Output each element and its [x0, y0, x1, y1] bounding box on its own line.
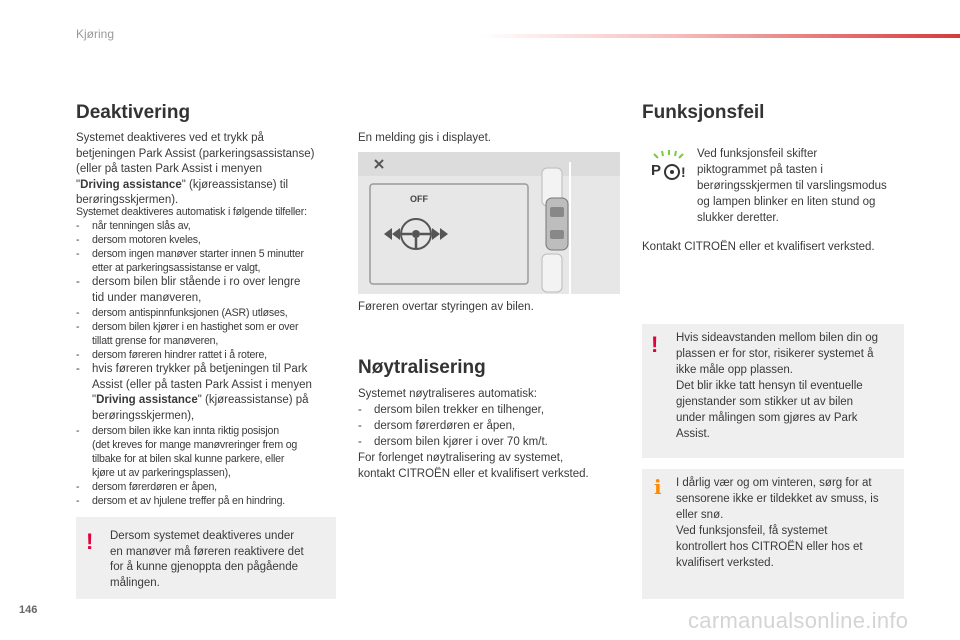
warning-line: Det blir ikke tatt hensyn til eventuelle: [676, 380, 863, 392]
driving-assistance-bold: Driving assistance: [80, 178, 182, 191]
park-assist-display-graphic: [358, 152, 620, 294]
list-item: - dersom føreren hindrer rattet i å rotere,: [76, 348, 348, 362]
warning-icon: !: [651, 332, 659, 357]
noytralisering-outro: For forlenget nøytralisering av systemet,: [358, 452, 564, 464]
warning-text: [110, 529, 332, 591]
text-line: og lampen blinker en liten stund og: [697, 196, 876, 208]
warning-line: gjenstander som stikker ut av bilen: [676, 396, 854, 408]
warning-box: [642, 324, 904, 458]
intro-line: betjeningen Park Assist (parkeringsassistanse): [76, 147, 315, 160]
list-item-text: dersom ingen manøver starter innen 5 minutter: [92, 248, 304, 260]
list-item-text: dersom bilen ikke kan innta riktig posisjon: [92, 425, 279, 437]
list-item-text: dersom bilen kjører i en hastighet som er over: [92, 321, 299, 333]
list-item-text: hvis føreren trykker på betjeningen til Park: [92, 363, 308, 375]
info-line: sensorene ikke er tildekket av smuss, is: [676, 493, 879, 505]
driving-assistance-bold: Driving assistance: [96, 394, 198, 406]
info-line: kvalifisert verksted.: [676, 557, 774, 569]
noytralisering-heading: Nøytralisering: [358, 357, 486, 378]
p-letter: P: [651, 162, 662, 179]
list-item: [76, 275, 348, 306]
intro-line: (eller på tasten Park Assist i menyen: [76, 163, 262, 175]
list-item: [76, 424, 348, 480]
noytralisering-text: [358, 386, 630, 482]
list-item: - dersom motoren kveles,: [76, 233, 348, 247]
info-line: I dårlig vær og om vinteren, sørg for at: [676, 477, 872, 489]
info-box: [642, 469, 904, 599]
warning-line: under målingen som gjøres av Park: [676, 412, 858, 424]
list-item-cont: tillatt grense for manøveren,: [92, 335, 219, 347]
warning-text: [676, 330, 902, 442]
noytralisering-outro: kontakt CITROËN eller et kvalifisert verksted.: [358, 468, 589, 480]
list-item: - dersom bilen kjører i over 70 km/t.: [358, 434, 630, 450]
list-item-cont: " (kjøreassistanse) på: [197, 394, 309, 406]
warning-line: ikke måle opp plassen.: [676, 364, 793, 376]
deaktivering-intro: [76, 131, 348, 209]
display-caption: Føreren overtar styringen av bilen.: [358, 301, 534, 313]
intro-after-bold: " (kjøreassistanse) til: [181, 178, 289, 191]
off-label: OFF: [410, 194, 428, 204]
list-item: - dersom antispinnfunksjonen (ASR) utløses,: [76, 306, 348, 320]
list-item: - dersom førerdøren er åpen,: [358, 418, 630, 434]
section-title: Kjøring: [76, 27, 115, 41]
info-line: Ved funksjonsfeil, få systemet: [676, 525, 828, 537]
list-item-cont: kjøre ut av parkeringsplassen),: [92, 467, 231, 479]
text-line: piktogrammet på tasten i: [697, 164, 823, 176]
warning-line: Assist.: [676, 428, 710, 440]
text-line: berøringsskjermen til varslingsmodus: [697, 180, 887, 192]
warning-line: plassen er for stor, risikerer systemet å: [676, 348, 874, 360]
list-item-cont: tid under manøveren,: [92, 291, 202, 304]
list-item-cont: (det kreves for mange manøvreringer frem og: [92, 439, 298, 451]
list-item: - dersom førerdøren er åpen,: [76, 480, 348, 494]
list-item: - når tenningen slås av,: [76, 219, 348, 233]
list-item-cont: tilbake for at bilen skal kunne parkere, eller: [92, 453, 285, 465]
list-item-cont: berøringsskjermen),: [92, 409, 195, 422]
deaktivering-heading: Deaktivering: [76, 102, 191, 123]
list-item-cont: etter at parkeringsassistanse er valgt,: [92, 262, 261, 274]
list-item-text: dersom bilen blir stående i ro over lengre: [92, 276, 301, 288]
list-item: [76, 247, 348, 275]
warning-line: Hvis sideavstanden mellom bilen din og: [676, 332, 878, 344]
auto-line: Systemet deaktiveres automatisk i følgende tilfeller:: [76, 206, 307, 218]
warning-line: en manøver må føreren reaktivere det: [110, 545, 304, 558]
funksjonsfeil-text: [697, 146, 917, 226]
warning-line: målingen.: [110, 576, 160, 589]
alert-mark: !: [681, 164, 686, 180]
list-item: - hvis føreren trykker på betjeningen til Park Assist (eller på tasten Park Assist i menyen "Driving assistance" (kjøreassistanse) på berøringsskjermen),: [76, 362, 348, 424]
list-item: [76, 320, 348, 348]
steering-wheel-icon: [401, 219, 431, 249]
info-icon: i: [654, 475, 662, 499]
park-assist-warning-icon: [648, 148, 688, 184]
page-number: 146: [19, 604, 38, 616]
warning-icon: !: [86, 529, 94, 554]
info-line: eller snø.: [676, 509, 724, 521]
warning-line: Dersom systemet deaktiveres under: [110, 530, 295, 542]
header-accent-bar: [480, 34, 960, 38]
deaktivering-list: [76, 205, 348, 508]
warning-box: [76, 517, 336, 599]
signal-lines: [654, 150, 683, 158]
intro-line: Systemet deaktiveres ved et trykk på: [76, 132, 264, 144]
text-line: slukker deretter.: [697, 212, 779, 224]
info-line: kontrollert hos CITROËN eller hos et: [676, 541, 863, 553]
noytralisering-intro: Systemet nøytraliseres automatisk:: [358, 388, 537, 400]
funksjonsfeil-heading: Funksjonsfeil: [642, 102, 765, 123]
list-item-cont: Assist (eller på tasten Park Assist i menyen: [92, 378, 312, 391]
intro-line: berøringsskjermen).: [76, 194, 179, 206]
info-text: [676, 475, 902, 571]
display-illustration: [358, 152, 620, 294]
watermark: carmanualsonline.info: [688, 608, 909, 633]
warning-line: for å kunne gjenoppta den pågående: [110, 561, 298, 573]
display-message-text: En melding gis i displayet.: [358, 132, 491, 144]
list-item: - dersom bilen trekker en tilhenger,: [358, 402, 630, 418]
parking-layout-graphic: [542, 162, 570, 294]
intro-line: "Driving assistance" (kjøreassistanse) til: [76, 178, 289, 191]
contact-text: Kontakt CITROËN eller et kvalifisert verksted.: [642, 241, 875, 253]
list-item: - dersom et av hjulene treffer på en hindring.: [76, 494, 348, 508]
text-line: Ved funksjonsfeil skifter: [697, 148, 818, 160]
